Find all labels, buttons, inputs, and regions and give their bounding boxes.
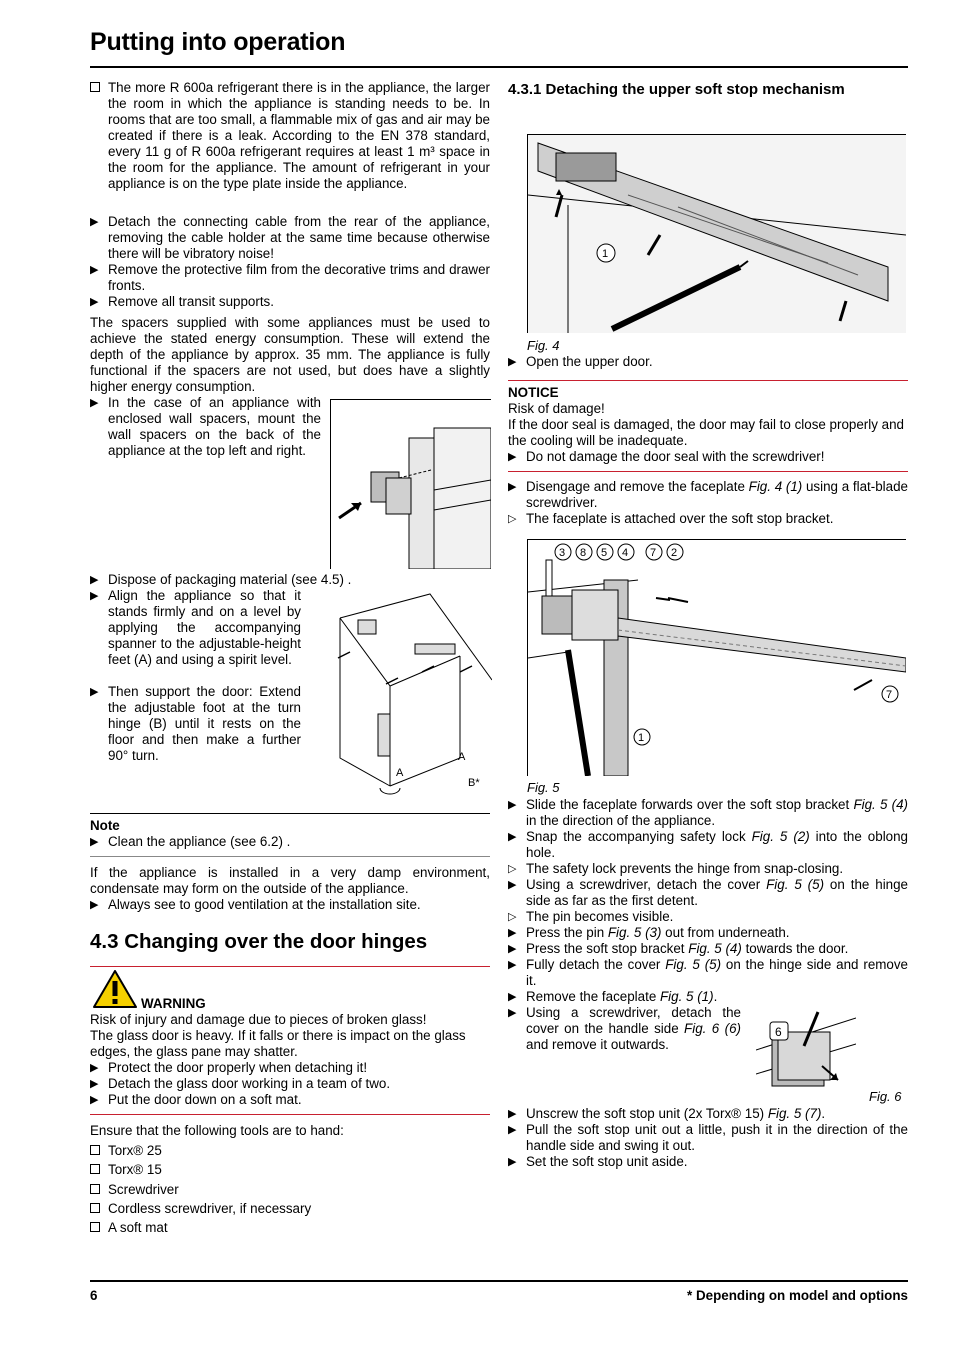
footer-rule	[90, 1280, 908, 1282]
arrow-bullet-icon: ▶	[508, 481, 517, 493]
result-item: ▷ The faceplate is attached over the soft stop bracket.	[508, 511, 834, 526]
step-item: ▶ Put the door down on a soft mat.	[90, 1092, 302, 1107]
checkbox-bullet-icon	[90, 1145, 100, 1155]
fig5-callout: 8	[580, 547, 587, 559]
fig-label-a: A	[458, 751, 466, 763]
fig6-callout: 6	[775, 1025, 782, 1039]
outline-arrow-icon: ▷	[508, 863, 517, 875]
faceplate-removal-illustration	[528, 135, 906, 333]
step-item: ▶ Pull the soft stop unit out a little, push it in the direction of the handle side and swing it out.	[508, 1122, 908, 1153]
step-item: ▶ Fully detach the cover Fig. 5 (5) on the hinge side and remove it.	[508, 957, 909, 988]
wall-spacer-illustration	[331, 400, 491, 569]
arrow-bullet-icon: ▶	[90, 899, 99, 911]
fig5-callout: 3	[559, 547, 566, 559]
arrow-bullet-icon: ▶	[508, 451, 517, 463]
arrow-bullet-icon: ▶	[90, 686, 99, 698]
wall-spacer-figure	[330, 399, 491, 569]
step-item: ▶ Using a screwdriver, detach the cover on the handle side Fig. 6 (6) and remove it outwards.	[508, 1005, 741, 1052]
arrow-bullet-icon: ▶	[508, 1156, 517, 1168]
warning-rule-top	[90, 966, 490, 967]
handle-cover-illustration	[756, 1010, 856, 1090]
warning-icon	[92, 969, 138, 1009]
notice-rule-bottom	[508, 471, 908, 472]
step-item: ▶ Dispose of packaging material (see 4.5) .	[90, 572, 352, 587]
tools-intro: Ensure that the following tools are to hand:	[90, 1123, 344, 1138]
step-item: ▶ Unscrew the soft stop unit (2x Torx® 15) Fig. 5 (7).	[508, 1106, 826, 1121]
arrow-bullet-icon: ▶	[90, 836, 99, 848]
fig5-callout: 2	[671, 547, 678, 559]
fig5-figure	[527, 539, 906, 776]
page-number: 6	[90, 1288, 98, 1303]
list-item: Screwdriver	[90, 1182, 490, 1198]
outline-arrow-icon: ▷	[508, 911, 517, 923]
subsection-title: 4.3.1 Detaching the upper soft stop mechanism	[508, 81, 845, 98]
step-item: ▶ Press the soft stop bracket Fig. 5 (4) towards the door.	[508, 941, 849, 956]
fig5-callout: 4	[622, 547, 629, 559]
fig4-figure	[527, 134, 906, 333]
notice-line: Risk of damage!	[508, 401, 605, 416]
arrow-bullet-icon: ▶	[90, 264, 99, 276]
step-item: ▶ Remove the protective film from the decorative trims and drawer fronts.	[90, 262, 490, 293]
checkbox-bullet-icon	[90, 1164, 100, 1174]
arrow-bullet-icon: ▶	[90, 1062, 99, 1074]
arrow-bullet-icon: ▶	[508, 991, 517, 1003]
fig5-callout: 5	[601, 547, 608, 559]
step-item: ▶ Remove the faceplate Fig. 5 (1).	[508, 989, 718, 1004]
result-item: ▷ The pin becomes visible.	[508, 909, 674, 924]
step-item: ▶ Disengage and remove the faceplate Fig. 4 (1) using a flat-blade screwdriver.	[508, 479, 908, 510]
fig5-label: Fig. 5	[527, 780, 560, 795]
step-item: ▶ Snap the accompanying safety lock Fig. 5 (2) into the oblong hole.	[508, 829, 909, 860]
fig-label-a: A	[396, 767, 404, 779]
fig5-callout: 1	[638, 732, 645, 744]
warning-rule-bottom	[90, 1114, 490, 1115]
arrow-bullet-icon: ▶	[90, 574, 99, 586]
list-item: Torx® 25	[90, 1143, 490, 1159]
arrow-bullet-icon: ▶	[90, 296, 99, 308]
checkbox-bullet-icon	[90, 1184, 100, 1194]
list-item: A soft mat	[90, 1220, 490, 1236]
levelling-figure	[310, 590, 492, 800]
note-rule-top	[90, 813, 490, 814]
soft-stop-illustration	[528, 540, 906, 776]
step-item: ▶ Detach the glass door working in a team of two.	[90, 1076, 391, 1091]
footer-note: * Depending on model and options	[687, 1288, 908, 1303]
arrow-bullet-icon: ▶	[508, 1108, 517, 1120]
checkbox-bullet-icon	[90, 1203, 100, 1213]
spacers-paragraph: The spacers supplied with some appliances must be used to achieve the stated energy consumption. These will extend the depth of the appliance by approx. 35 mm. The appliance is fully functional if the spacers are not used, but does have a slightly higher energy consumption.	[90, 315, 490, 394]
arrow-bullet-icon: ▶	[508, 356, 517, 368]
list-item: The more R 600a refrigerant there is in the appliance, the larger the room in which the appliance is standing needs to be. In rooms that are too small, a flammable mix of gas and air may be created if there is a leak. According to the EN 378 standard, every 11 g of R 600a refrigerant requires at least 1 m³ space in the room for the appliance. The amount of refrigerant in your appliance is on the type plate inside the appliance.	[90, 80, 490, 192]
arrow-bullet-icon: ▶	[508, 879, 517, 891]
fig4-label: Fig. 4	[527, 338, 560, 353]
fig5-callout: 7	[650, 547, 657, 559]
header-rule	[90, 66, 908, 68]
list-item: Cordless screwdriver, if necessary	[90, 1201, 490, 1217]
arrow-bullet-icon: ▶	[90, 397, 99, 409]
warning-line: Risk of injury and damage due to pieces of broken glass!	[90, 1012, 427, 1027]
step-item: ▶ Open the upper door.	[508, 354, 653, 369]
arrow-bullet-icon: ▶	[508, 943, 517, 955]
fig5-callout: 7	[886, 689, 893, 701]
fig6-label: Fig. 6	[869, 1089, 902, 1104]
arrow-bullet-icon: ▶	[90, 1078, 99, 1090]
notice-line: If the door seal is damaged, the door may fail to close properly and the cooling will be inadequate.	[508, 417, 904, 448]
warning-line: The glass door is heavy. If it falls or there is impact on the glass edges, the glass pane may shatter.	[90, 1028, 466, 1059]
checkbox-bullet-icon	[90, 82, 100, 92]
step-item: ▶ Always see to good ventilation at the installation site.	[90, 897, 421, 912]
step-item: ▶ Using a screwdriver, detach the cover Fig. 5 (5) on the hinge side as far as the first detent.	[508, 877, 909, 908]
step-item: ▶ Protect the door properly when detaching it!	[90, 1060, 368, 1075]
arrow-bullet-icon: ▶	[90, 216, 99, 228]
arrow-bullet-icon: ▶	[508, 799, 517, 811]
fig4-callout: 1	[602, 248, 609, 260]
step-item: ▶ Do not damage the door seal with the screwdriver!	[508, 449, 825, 464]
step-item: ▶ Detach the connecting cable from the rear of the appliance, removing the cable holder at the same time because otherwise there will be vibratory noise!	[90, 214, 490, 261]
step-item: ▶ Remove all transit supports.	[90, 294, 274, 309]
notice-heading: NOTICE	[508, 385, 559, 400]
note-rule-bottom	[90, 856, 490, 857]
outline-arrow-icon: ▷	[508, 513, 517, 525]
arrow-bullet-icon: ▶	[90, 1094, 99, 1106]
step-item: ▶ Then support the door: Extend the adjustable foot at the turn hinge (B) until it rests on the floor and then make a further 90° turn.	[90, 684, 301, 763]
damp-paragraph: If the appliance is installed in a very damp environment, condensate may form on the outside of the appliance.	[90, 865, 490, 896]
fig6-figure	[756, 1010, 856, 1090]
notice-rule-top	[508, 380, 908, 381]
step-item: ▶ Clean the appliance (see 6.2) .	[90, 834, 291, 849]
arrow-bullet-icon: ▶	[508, 831, 517, 843]
result-item: ▷ The safety lock prevents the hinge from snap-closing.	[508, 861, 844, 876]
arrow-bullet-icon: ▶	[90, 590, 99, 602]
page-title: Putting into operation	[90, 28, 346, 56]
arrow-bullet-icon: ▶	[508, 959, 517, 971]
list-item: Torx® 15	[90, 1162, 490, 1178]
step-item: ▶ Align the appliance so that it stands firmly and on a level by applying the accompanying spanner to the adjustable-height feet (A) and using a spirit level.	[90, 588, 301, 667]
arrow-bullet-icon: ▶	[508, 1124, 517, 1136]
arrow-bullet-icon: ▶	[508, 927, 517, 939]
warning-heading: WARNING	[141, 996, 206, 1011]
fig-label-b: B*	[468, 777, 480, 789]
step-item: ▶ Slide the faceplate forwards over the soft stop bracket Fig. 5 (4) in the direction of the appliance.	[508, 797, 908, 828]
appliance-levelling-illustration	[310, 590, 492, 800]
step-item: ▶ Press the pin Fig. 5 (3) out from underneath.	[508, 925, 790, 940]
section-title: 4.3 Changing over the door hinges	[90, 930, 428, 953]
checkbox-bullet-icon	[90, 1222, 100, 1232]
arrow-bullet-icon: ▶	[508, 1007, 517, 1019]
step-item: ▶ In the case of an appliance with enclosed wall spacers, mount the wall spacers on the back of the appliance at the top left and right.	[90, 395, 321, 458]
note-heading: Note	[90, 818, 120, 833]
step-item: ▶ Set the soft stop unit aside.	[508, 1154, 688, 1169]
